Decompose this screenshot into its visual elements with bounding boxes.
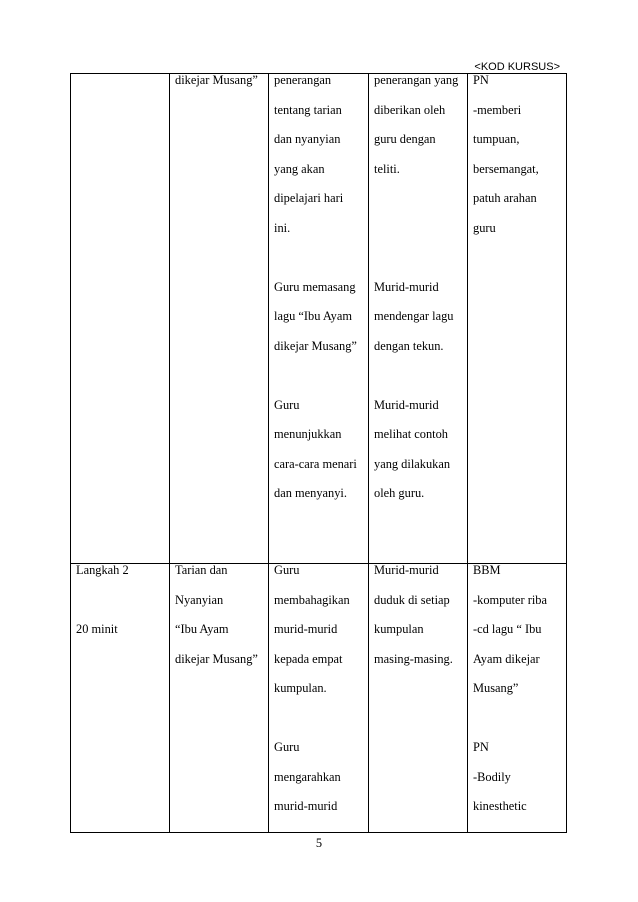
table-cell: penerangan yang diberikan oleh guru dengan teliti. Murid-murid mendengar lagu dengan tekun. Murid-murid melihat contoh yang dilakukan oleh guru. (369, 74, 468, 564)
lesson-plan-table (70, 73, 567, 833)
table-cell: PN -memberi tumpuan, bersemangat, patuh arahan guru (468, 74, 567, 564)
table-cell: Tarian dan Nyanyian “Ibu Ayam dikejar Musang” (170, 564, 269, 833)
table-cell: BBM -komputer riba -cd lagu “ Ibu Ayam dikejar Musang” PN -Bodily kinesthetic (468, 564, 567, 833)
table-cell: penerangan tentang tarian dan nyanyian yang akan dipelajari hari ini. Guru memasang lagu “Ibu Ayam dikejar Musang” Guru menunjukkan cara-cara menari dan menyanyi. (269, 74, 369, 564)
table-cell: dikejar Musang” (170, 74, 269, 564)
table-cell: Murid-murid duduk di setiap kumpulan masing-masing. (369, 564, 468, 833)
table-row (71, 564, 567, 833)
table-row (71, 74, 567, 564)
table-cell: Langkah 2 20 minit (71, 564, 170, 833)
table-cell (71, 74, 170, 564)
table-cell: Guru membahagikan murid-murid kepada empat kumpulan. Guru mengarahkan murid-murid (269, 564, 369, 833)
page-number: 5 (315, 836, 323, 850)
course-code-header: <KOD KURSUS> (474, 61, 560, 73)
